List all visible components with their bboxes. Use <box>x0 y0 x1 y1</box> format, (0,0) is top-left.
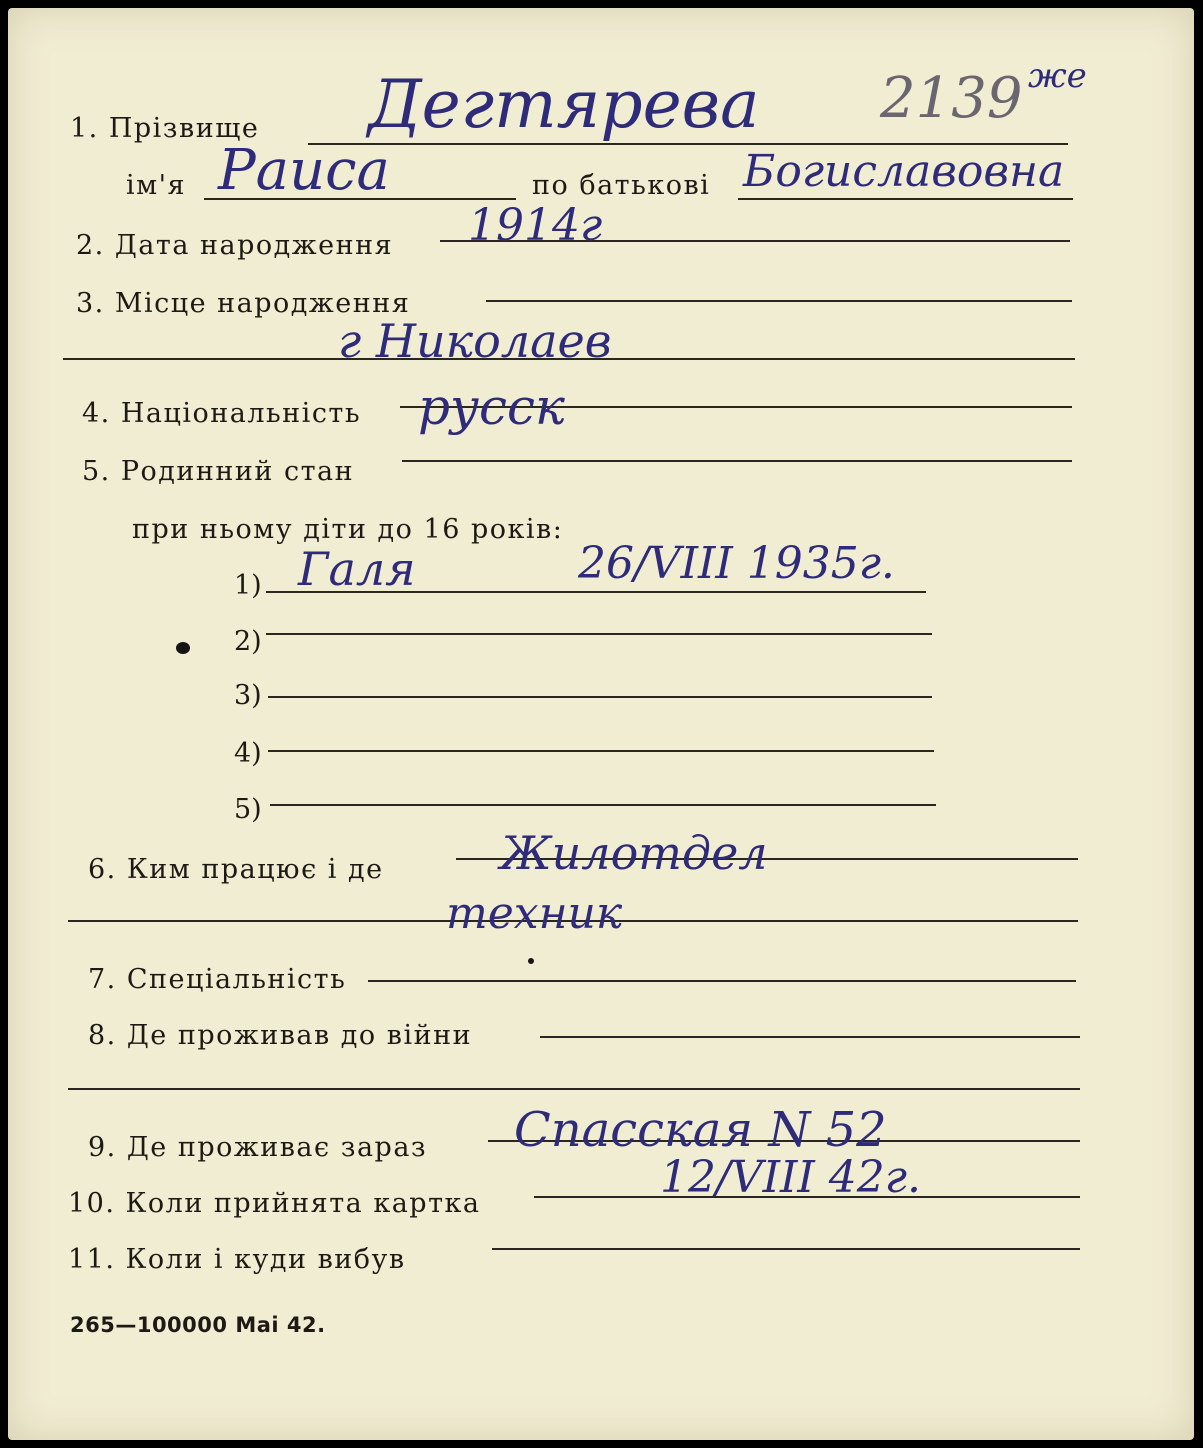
child-num-1: 1) <box>234 570 262 601</box>
label-work: 6. Ким працює і де <box>88 854 384 885</box>
label-surname: 1. Прізвище <box>70 113 260 144</box>
label-departure: 11. Коли і куди вибув <box>68 1244 406 1275</box>
value-card-accepted: 12/VIII 42г. <box>660 1152 921 1203</box>
label-current-residence: 9. Де проживає зараз <box>88 1132 428 1163</box>
registration-card <box>8 8 1194 1440</box>
value-birth-place: г Николаев <box>338 314 612 368</box>
print-imprint: 265—100000 Mai 42. <box>70 1313 326 1337</box>
value-surname: Дегтярева <box>368 66 760 143</box>
value-child1-name: Галя <box>298 542 416 596</box>
value-name: Раиса <box>218 138 390 203</box>
child-num-3: 3) <box>234 680 262 711</box>
line-child-2 <box>266 633 932 635</box>
child-num-5: 5) <box>234 794 262 825</box>
value-current-residence: Спасская N 52 <box>514 1102 887 1158</box>
child-num-4: 4) <box>234 738 262 769</box>
line-child-3 <box>268 696 932 698</box>
value-nationality: русск <box>418 378 565 436</box>
value-work-2: техник <box>446 888 623 939</box>
label-children: при ньому діти до 16 років: <box>132 514 564 545</box>
label-birth-date: 2. Дата народження <box>76 230 394 261</box>
card-number: 2139 <box>880 66 1023 131</box>
line-child-5 <box>270 804 936 806</box>
label-nationality: 4. Національність <box>82 398 362 429</box>
value-patronymic: Богиславовна <box>743 146 1065 197</box>
line-residence-before-war <box>540 1036 1080 1038</box>
label-residence-before-war: 8. Де проживав до війни <box>88 1020 473 1051</box>
value-birth-date: 1914г <box>468 200 603 251</box>
label-birth-place: 3. Місце народження <box>76 288 411 319</box>
ink-blot <box>176 642 190 654</box>
line-child-4 <box>268 750 934 752</box>
label-card-accepted: 10. Коли прийнята картка <box>68 1188 481 1219</box>
value-work: Жилотдел <box>500 826 768 880</box>
line-surname <box>308 143 1068 145</box>
label-name: ім'я <box>126 170 187 201</box>
label-patronymic: по батькові <box>532 170 711 201</box>
line-residence-before-war-2 <box>68 1088 1080 1090</box>
label-marital-status: 5. Родинний стан <box>82 456 355 487</box>
line-patronymic <box>738 198 1073 200</box>
child-num-2: 2) <box>234 626 262 657</box>
line-birth-place <box>486 300 1072 302</box>
line-marital-status <box>402 460 1072 462</box>
line-specialty <box>368 980 1076 982</box>
ink-speck <box>528 958 534 964</box>
card-number-suffix: же <box>1028 56 1087 96</box>
label-specialty: 7. Спеціальність <box>88 964 347 995</box>
line-departure <box>492 1248 1080 1250</box>
value-child1-date: 26/VIII 1935г. <box>578 538 895 589</box>
